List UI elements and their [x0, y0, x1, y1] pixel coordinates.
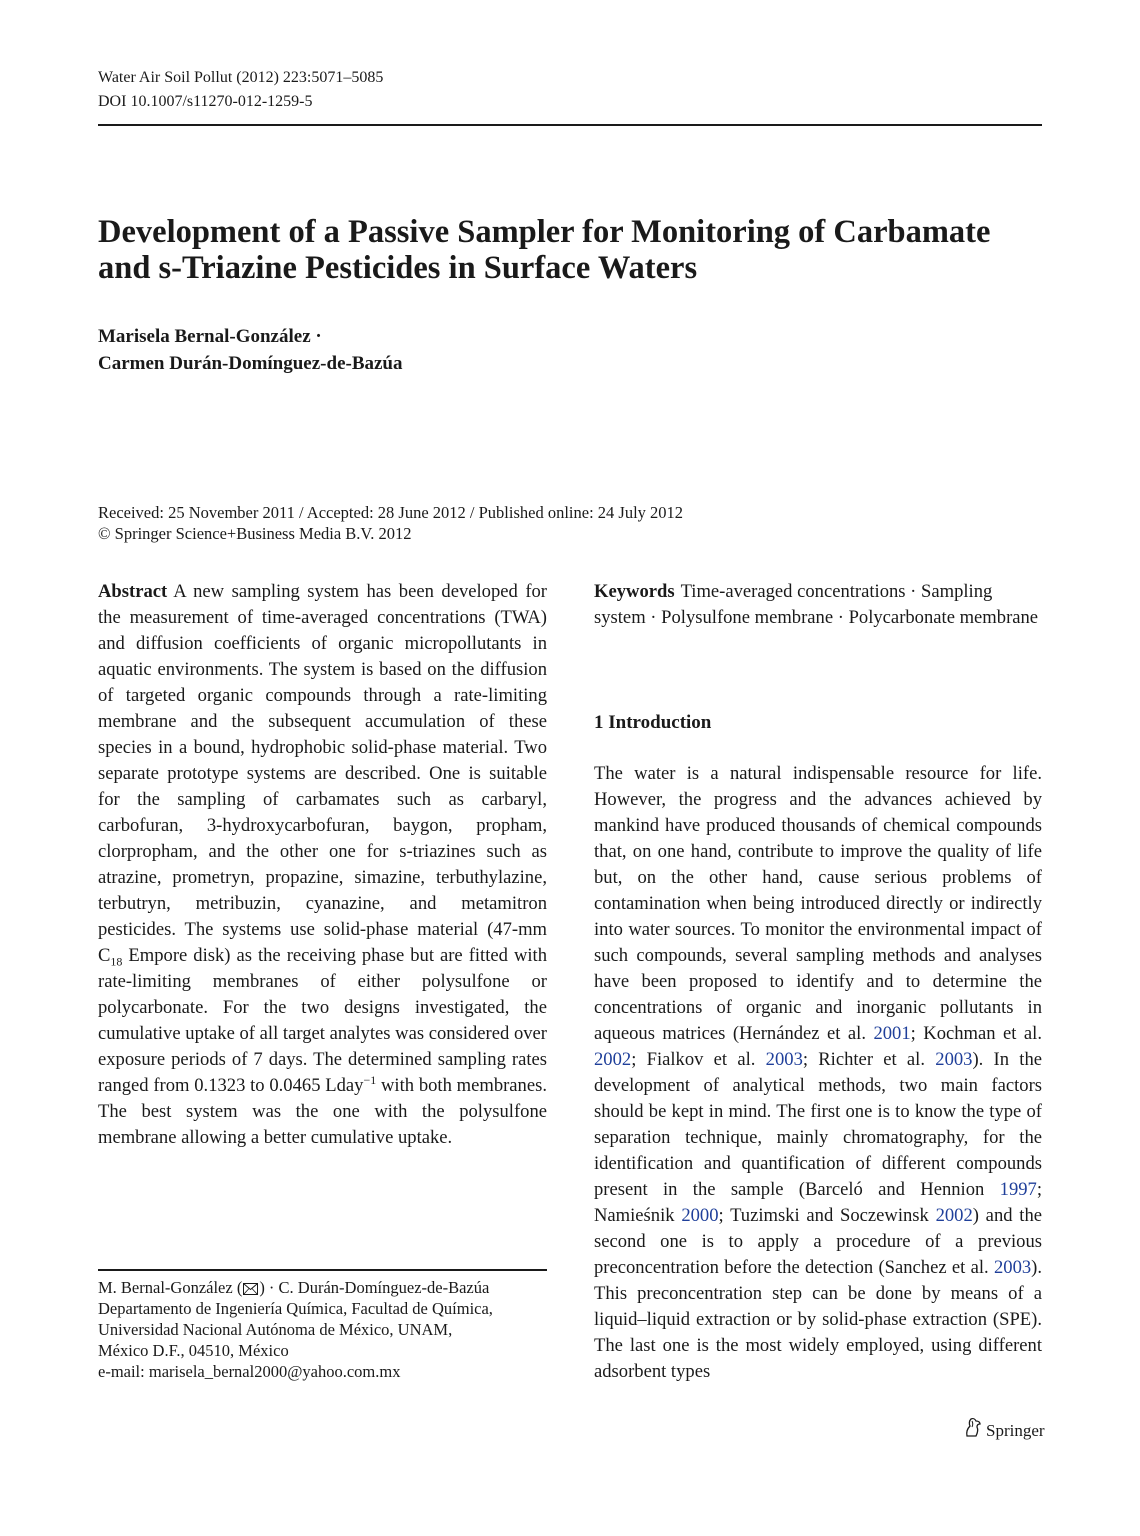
- affiliation-author-2: ) · C. Durán-Domínguez-de-Bazúa: [259, 1278, 490, 1297]
- springer-horse-icon: [964, 1417, 982, 1444]
- intro-text: ) and the second one is to apply a procedure of a previous preconcentration before the detection (Sanchez et al.: [594, 1205, 1042, 1278]
- paper-title: [98, 214, 1042, 286]
- citation-link[interactable]: 2002: [594, 1049, 632, 1070]
- citation-link[interactable]: 2001: [873, 1023, 911, 1044]
- intro-text: ). This preconcentration step can be done by means of a liquid–liquid extraction or by solid-phase extraction (SPE). The last one is the most widely employed, using different adsorbent types: [594, 1257, 1042, 1382]
- author-2: Carmen Durán-Domínguez-de-Bazúa: [98, 353, 403, 374]
- citation-link[interactable]: 2003: [935, 1049, 973, 1070]
- citation-link[interactable]: 2000: [681, 1205, 719, 1226]
- abstract-superscript: −1: [363, 1072, 377, 1087]
- publisher-logo: [964, 1417, 1045, 1444]
- envelope-icon: [243, 1283, 258, 1295]
- citation-link[interactable]: 1997: [999, 1179, 1037, 1200]
- abstract: [98, 579, 547, 1151]
- title-line-1: Development of a Passive Sampler for Monitoring of Carbamate: [98, 214, 991, 250]
- author-list: [98, 323, 403, 377]
- abstract-text-3: with both membranes. The best system was the one with the polysulfone membrane allowing a better cumulative uptake.: [98, 1075, 547, 1148]
- citation-link[interactable]: 2002: [935, 1205, 973, 1226]
- publisher-name: Springer: [986, 1420, 1045, 1440]
- intro-text: ). In the development of analytical methods, two main factors should be kept in mind. The first one is to know the type of separation technique, mainly chromatography, for the identification and quantification of different compounds present in the sample (Barceló and Hennion: [594, 1049, 1043, 1200]
- intro-text: The water is a natural indispensable resource for life. However, the progress and the advances achieved by mankind have produced thousands of chemical compounds that, on one hand, contribute to improve the quality of life but, on the other hand, cause serious problems of contamination when being introduced directly or indirectly into water sources. To monitor the environmental impact of such compounds, several sampling methods and analyses have been proposed to identify and to determine the concentrations of organic and inorganic pollutants in aqueous matrices (Hernández et al.: [594, 763, 1042, 1044]
- abstract-text-2: Empore disk) as the receiving phase but are fitted with rate-limiting membranes of either polysulfone or polycarbonate. For the two designs investigated, the cumulative uptake of all target analytes was considered over exposure periods of 7 days. The determined sampling rates ranged from 0.1323 to 0.0465 Lday: [98, 945, 547, 1096]
- keywords-text: Time-averaged concentrations · Sampling system · Polysulfone membrane · Polycarbonate membrane: [594, 581, 1039, 628]
- abstract-text-1: A new sampling system has been developed for the measurement of time-averaged concentrations (TWA) and diffusion coefficients of organic micropollutants in aquatic environments. The system is based on the diffusion of targeted organic compounds through a rate-limiting membrane and the subsequent accumulation of these species in a bound, hydrophobic solid-phase material. Two separate prototype systems are described. One is suitable for the sampling of carbamates such as carbaryl, carbofuran, 3-hydroxycarbofuran, baygon, propham, clorpropham, and the other one for s-triazines such as atrazine, prometryn, propazine, simazine, terbuthylazine, terbutryn, metribuzin, cyanazine, and metamitron pesticides. The systems use solid-phase material (47-mm C: [98, 581, 547, 966]
- title-line-2: and s-Triazine Pesticides in Surface Waters: [98, 250, 698, 286]
- section-heading-introduction: 1 Introduction: [594, 712, 712, 733]
- affiliation-email[interactable]: e-mail: marisela_bernal2000@yahoo.com.mx: [98, 1362, 401, 1381]
- doi: DOI 10.1007/s11270-012-1259-5: [98, 93, 313, 110]
- date-line: Received: 25 November 2011 / Accepted: 28 June 2012 / Published online: 24 July 2012: [98, 503, 684, 522]
- publication-dates: [98, 502, 683, 544]
- citation-link[interactable]: 2003: [993, 1257, 1032, 1278]
- keywords: [594, 579, 1042, 631]
- intro-text: ; Fialkov et al.: [631, 1049, 766, 1070]
- intro-text: ; Tuzimski and Soczewinsk: [718, 1205, 936, 1226]
- intro-text: ; Kochman et al.: [910, 1023, 1042, 1044]
- affiliation-address: México D.F., 04510, México: [98, 1341, 289, 1360]
- author-1: Marisela Bernal-González ·: [98, 326, 322, 347]
- intro-text: ; Namieśnik: [594, 1179, 1042, 1226]
- affiliation-university: Universidad Nacional Autónoma de México, UNAM,: [98, 1320, 453, 1339]
- journal-citation: Water Air Soil Pollut (2012) 223:5071–5085: [98, 69, 384, 86]
- header-rule: [98, 124, 1042, 126]
- copyright: © Springer Science+Business Media B.V. 2012: [98, 524, 412, 543]
- author-affiliation: [98, 1277, 493, 1382]
- citation-link[interactable]: 2003: [765, 1049, 803, 1070]
- abstract-subscript: 18: [110, 954, 123, 969]
- footnote-rule: [98, 1269, 547, 1271]
- affiliation-authors: [98, 1277, 493, 1298]
- intro-text: ; Richter et al.: [802, 1049, 936, 1070]
- journal-info: [98, 66, 383, 114]
- abstract-label: Abstract: [98, 581, 168, 602]
- introduction-paragraph: [594, 761, 1042, 1385]
- keywords-label: Keywords: [594, 581, 675, 602]
- affiliation-author-1: M. Bernal-González (: [98, 1278, 243, 1297]
- affiliation-department: Departamento de Ingeniería Química, Facultad de Química,: [98, 1299, 493, 1318]
